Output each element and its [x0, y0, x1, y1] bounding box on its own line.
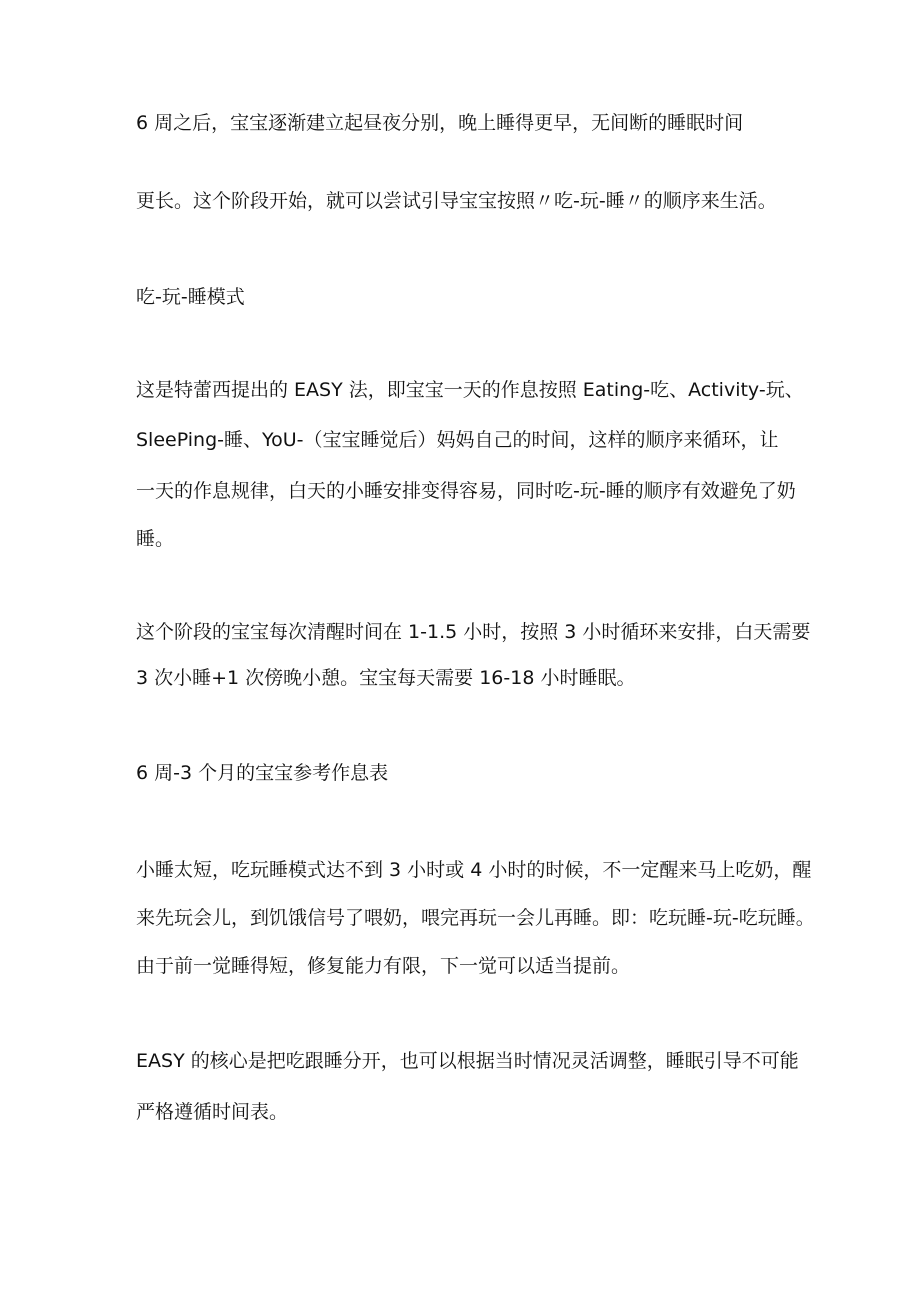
- section-heading-schedule: 6 周-3 个月的宝宝参考作息表: [136, 762, 389, 784]
- paragraph-1-line-2: 更长。这个阶段开始，就可以尝试引导宝宝按照〃吃-玩-睡〃的顺序来生活。: [136, 190, 777, 212]
- paragraph-3-line-1: 这个阶段的宝宝每次清醒时间在 1-1.5 小时，按照 3 小时循环来安排，白天需要: [136, 621, 811, 643]
- paragraph-4-line-2: 来先玩会儿，到饥饿信号了喂奶，喂完再玩一会儿再睡。即：吃玩睡-玩-吃玩睡。: [136, 907, 815, 929]
- paragraph-1-line-1: 6 周之后，宝宝逐渐建立起昼夜分别，晚上睡得更早，无间断的睡眠时间: [136, 112, 744, 134]
- paragraph-3-line-2: 3 次小睡+1 次傍晚小憩。宝宝每天需要 16-18 小时睡眠。: [136, 667, 636, 689]
- paragraph-2-line-1: 这是特蕾西提出的 EASY 法，即宝宝一天的作息按照 Eating-吃、Activity-玩、: [136, 379, 804, 401]
- paragraph-5-line-2: 严格遵循时间表。: [136, 1101, 289, 1123]
- paragraph-2-line-3: 一天的作息规律，白天的小睡安排变得容易，同时吃-玩-睡的顺序有效避免了奶: [136, 480, 796, 502]
- paragraph-2-line-4: 睡。: [136, 528, 175, 550]
- paragraph-5-line-1: EASY 的核心是把吃跟睡分开，也可以根据当时情况灵活调整，睡眠引导不可能: [136, 1050, 799, 1072]
- section-heading-eat-play-sleep: 吃-玩-睡模式: [136, 286, 245, 308]
- paragraph-2-line-2: SleePing-睡、YoU-（宝宝睡觉后）妈妈自己的时间，这样的顺序来循环，让: [136, 429, 779, 451]
- paragraph-4-line-3: 由于前一觉睡得短，修复能力有限，下一觉可以适当提前。: [136, 955, 631, 977]
- paragraph-4-line-1: 小睡太短，吃玩睡模式达不到 3 小时或 4 小时的时候，不一定醒来马上吃奶，醒: [136, 859, 812, 881]
